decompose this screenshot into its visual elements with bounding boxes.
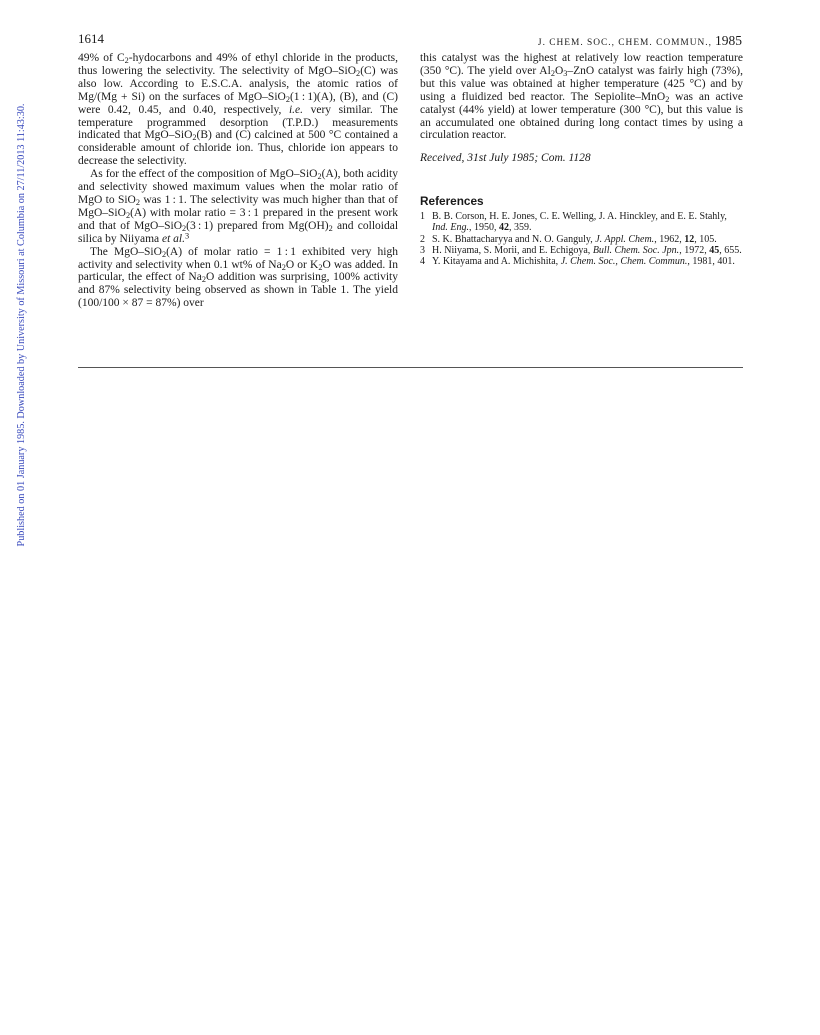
references-heading: References xyxy=(420,194,484,209)
reference-text: Y. Kitayama and A. Michishita, J. Chem. Soc., Chem. Commun., 1981, 401. xyxy=(432,255,735,267)
reference-list xyxy=(420,211,743,267)
download-watermark: Published on 01 January 1985. Downloaded by University of Missouri at Columbia on 27/11/2013 11:43:30. xyxy=(16,103,27,547)
reference-text: H. Niiyama, S. Morii, and E. Echigoya, Bull. Chem. Soc. Jpn., 1972, 45, 655. xyxy=(432,244,742,256)
reference-number: 3 xyxy=(420,244,425,256)
body-paragraph: The MgO–SiO$_2$(A) of molar ratio = 1 : 1 exhibited very high activity and selectivity when 0.1 wt% of $Na_2O$ or $K_2O$ was added. In particular, the effect of $Na_2O$ addition was surprising, 100% activity and 87% selectivity being observed as shown in Table 1. The yield (100/100 × 87 = 87%) over xyxy=(78,245,398,310)
journal-year: 1985 xyxy=(715,33,742,48)
reference-item xyxy=(420,245,743,256)
body-paragraph: As for the effect of the composition of MgO–SiO$_2$(A), both acidity and selectivity showed maximum values when the molar ratio of MgO to SiO$_2$ was 1 : 1. The selectivity was much higher than that of MgO–SiO$_2$(A) with molar ratio = 3 : 1 prepared in the present work and that of MgO–SiO$_2$(3 : 1) prepared from $Mg(OH)_2$ and colloidal silica by Niiyama et al.$^3$ xyxy=(78,168,399,245)
right-column xyxy=(420,52,743,267)
reference-item xyxy=(420,234,743,245)
reference-number: 1 xyxy=(420,211,425,223)
received-date: Received, 31st July 1985; Com. 1128 xyxy=(420,152,591,165)
reference-number: 4 xyxy=(420,255,425,267)
reference-number: 2 xyxy=(420,233,425,245)
body-paragraph: this catalyst was the highest at relatively low reaction temperature (350 °C). The yield over $Al_2O_3$–ZnO catalyst was fairly high (73%), but this value was obtained at higher temperature (425 °C) and by using a fluidized bed reactor. The Sepiolite–MnO$_2$ was an active catalyst (44% yield) at lower temperature (300 °C), but this value is an accumulated one obtained during long contact times by using a circulation reactor. xyxy=(420,52,743,142)
page-footer-rule xyxy=(78,367,743,368)
left-column xyxy=(78,52,398,310)
page-number: 1614 xyxy=(78,31,104,46)
reference-item xyxy=(420,256,743,267)
reference-text: S. K. Bhattacharyya and N. O. Ganguly, J. Appl. Chem., 1962, 12, 105. xyxy=(432,233,717,245)
body-paragraph: 49% of $C_2$-hydocarbons and 49% of ethyl chloride in the products, thus lowering the selectivity. The selectivity of MgO–SiO$_2$(C) was also low. According to E.S.C.A. analysis, the atomic ratios of Mg/(Mg + Si) on the surfaces of MgO–SiO$_2$(1 : 1)(A), (B), and (C) were 0.42, 0.45, and 0.40, respectively, i.e. very similar. The temperature programmed desorption (T.P.D.) measurements indicated that MgO–SiO$_2$(B) and (C) calcined at 500 °C contained a considerable amount of chloride ion. Thus, chloride ion appears to decrease the selectivity. xyxy=(78,52,398,168)
journal-name: J. CHEM. SOC., CHEM. COMMUN., xyxy=(537,38,712,48)
reference-text: B. B. Corson, H. E. Jones, C. E. Welling, J. A. Hinckley, and E. E. Stahly, Ind. Eng., 1950, 42, 359. xyxy=(432,211,727,234)
reference-item xyxy=(420,211,743,233)
journal-header xyxy=(538,33,742,49)
